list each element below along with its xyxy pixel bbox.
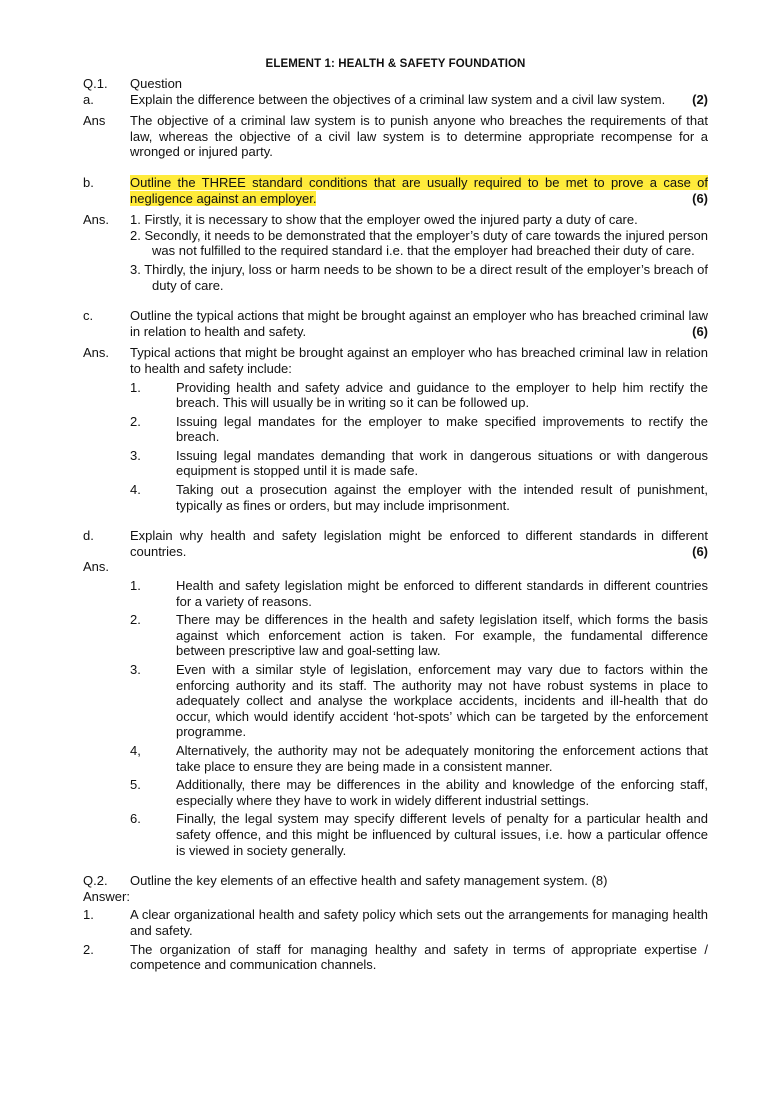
q1d-ans-label: Ans. bbox=[83, 559, 110, 575]
q1-header bbox=[83, 76, 708, 92]
q1d-question-text: Explain why health and safety legislation might be enforced to different standards in different countries. bbox=[130, 528, 708, 559]
q1c-question-text: Outline the typical actions that might be brought against an employer who has breached criminal law in relation to health and safety. bbox=[130, 308, 708, 339]
list-item: 5. Additionally, there may be differences in the ability and knowledge of the enforcing staff, especially where they have to work in widely different industrial settings. bbox=[130, 777, 708, 808]
q1b-ans-label: Ans. bbox=[83, 212, 110, 228]
q1b-label: b. bbox=[83, 174, 94, 190]
q1b-question bbox=[83, 175, 708, 206]
q2-question-text: Outline the key elements of an effective health and safety management system. (8) bbox=[130, 873, 608, 889]
list-item: 2. The organization of staff for managing healthy and safety in terms of appropriate expertise / competence and communication channels. bbox=[83, 941, 708, 973]
q1c-label: c. bbox=[83, 308, 94, 324]
list-item: 6. Finally, the legal system may specify different levels of penalty for a particular health and safety offence, and this might be influenced by cultural issues, i.e. how a particular offence is viewed in society generally. bbox=[130, 811, 708, 858]
list-item: 4, Alternatively, the authority may not be adequately monitoring the enforcement actions that take place to ensure they are being made in a consistent manner. bbox=[130, 742, 708, 774]
list-item: 1. A clear organizational health and safety policy which sets out the arrangements for managing health and safety. bbox=[83, 907, 708, 938]
q1c-answer-intro bbox=[83, 345, 708, 376]
q1a-question-text: Explain the difference between the objectives of a criminal law system and a civil law system. bbox=[130, 91, 666, 107]
q1-label: Q.1. bbox=[83, 76, 108, 91]
q1d-marks: (6) bbox=[692, 543, 708, 559]
q1b-item-1: 1. Firstly, it is necessary to show that the employer owed the injured party a duty of care. bbox=[130, 212, 638, 228]
q1d-question bbox=[83, 528, 708, 559]
q1a-label: a. bbox=[83, 91, 94, 107]
q2-answer-label: Answer: bbox=[83, 888, 130, 904]
q1c-marks: (6) bbox=[692, 323, 708, 339]
list-item: 3. Issuing legal mandates demanding that work in dangerous situations or with dangerous equipment is stopped until it is made safe. bbox=[130, 447, 708, 479]
q1b-item-3: 3. Thirdly, the injury, loss or harm needs to be shown to be a direct result of the employer’s breach of duty of care. bbox=[130, 261, 708, 293]
q1a-ans-label: Ans bbox=[83, 113, 106, 129]
q1c-question bbox=[83, 308, 708, 339]
page-title: ELEMENT 1: HEALTH & SAFETY FOUNDATION bbox=[265, 58, 526, 70]
list-item: 4. Taking out a prosecution against the employer with the intended result of punishment, typically as fines or orders, but may include imprisonment. bbox=[130, 482, 708, 513]
q1b-question-text-highlighted: Outline the THREE standard conditions that are usually required to be met to prove a case of negligence against an employer. bbox=[130, 174, 708, 206]
list-item: 2. Issuing legal mandates for the employer to make specified improvements to rectify the breach. bbox=[130, 413, 708, 445]
q2-question bbox=[83, 873, 708, 889]
list-item: 2. There may be differences in the health and safety legislation itself, which forms the basis against which enforcement action is taken. For example, the fundamental difference between prescriptive law and goal-setting law. bbox=[130, 612, 708, 659]
list-item: 1. Providing health and safety advice and guidance to the employer to help him rectify the breach. This will usually be in writing so it can be followed up. bbox=[130, 379, 708, 411]
q1d-answer-label-row bbox=[83, 559, 708, 575]
q1c-intro-text: Typical actions that might be brought against an employer who has breached criminal law in relation to health and safety include: bbox=[130, 345, 708, 376]
q1a-answer-text: The objective of a criminal law system is to punish anyone who breaches the requirements of that law, whereas the objective of a civil law system is to determine appropriate recompense for a wronged or injured party. bbox=[130, 113, 708, 160]
list-item: 3. Even with a similar style of legislation, enforcement may vary due to factors within the enforcing authority and its staff. The authority may not have robust systems in place to adequately collect and analyse the workplace accidents, incidents and ill-health that do occur, which would identify accident ‘hot-spots’ which can be targeted by the enforcement programme. bbox=[130, 662, 708, 740]
q1a-answer bbox=[83, 113, 708, 160]
q1b-marks: (6) bbox=[692, 190, 708, 206]
q1a-marks: (2) bbox=[692, 91, 708, 107]
q2-answer-label-row bbox=[83, 889, 708, 905]
q1c-ans-label: Ans. bbox=[83, 345, 110, 361]
q1b-answer-first bbox=[83, 212, 708, 228]
q1d-label: d. bbox=[83, 528, 94, 544]
list-item: 1. Health and safety legislation might be enforced to different standards in different countries for a variety of reasons. bbox=[130, 578, 708, 609]
q1b-item-2: 2. Secondly, it needs to be demonstrated that the employer’s duty of care towards the injured person was not fulfilled to the required standard i.e. that the employer had breached their duty of care. bbox=[130, 227, 708, 259]
q1-heading: Question bbox=[130, 76, 183, 91]
q1a-question bbox=[83, 92, 708, 108]
q2-label: Q.2. bbox=[83, 873, 108, 889]
